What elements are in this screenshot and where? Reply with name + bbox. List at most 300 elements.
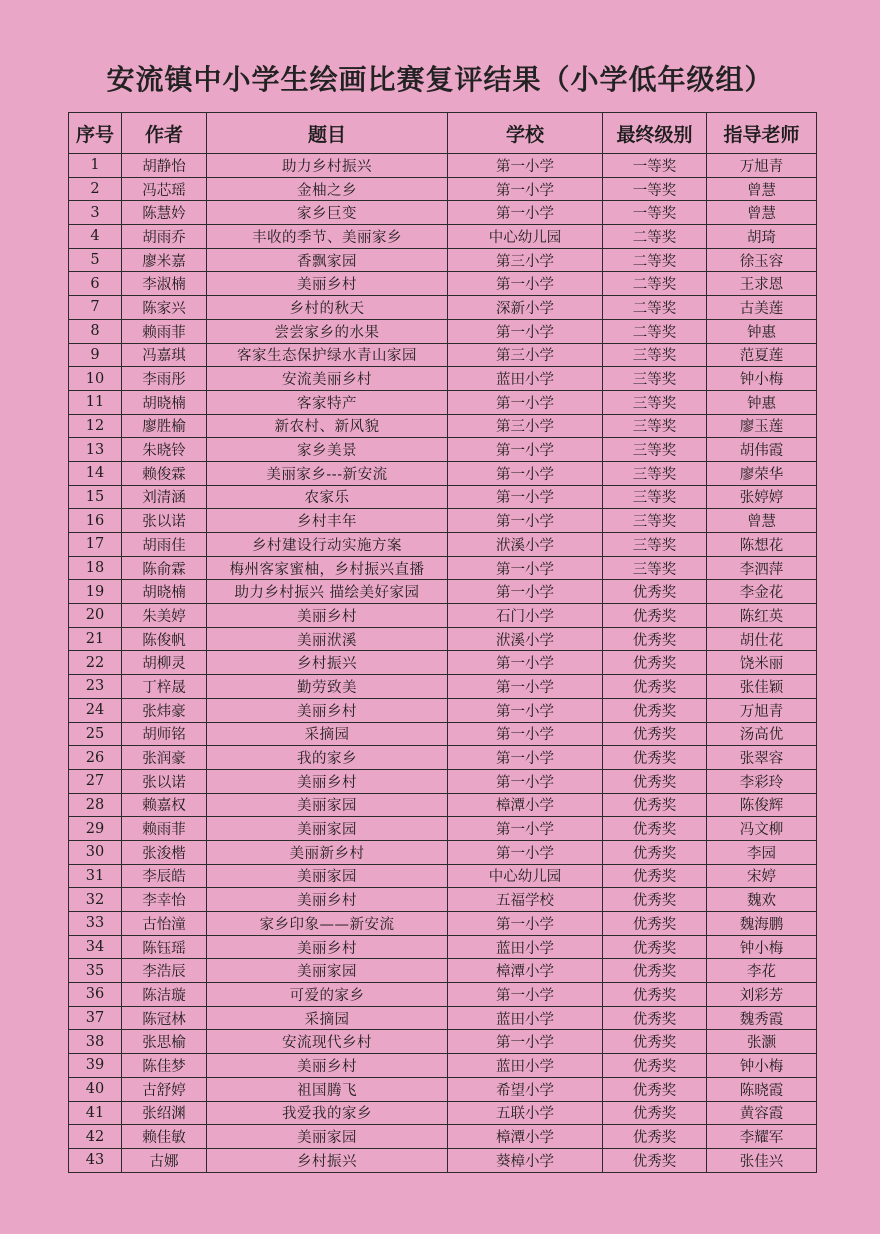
cell-teacher: 李彩玲 xyxy=(707,769,817,793)
cell-index: 25 xyxy=(69,722,122,746)
cell-index: 18 xyxy=(69,556,122,580)
cell-title: 农家乐 xyxy=(207,485,448,509)
cell-teacher: 张佳兴 xyxy=(707,1148,817,1172)
cell-author: 张思榆 xyxy=(122,1030,207,1054)
table-row xyxy=(69,1030,817,1054)
cell-title: 美丽家园 xyxy=(207,864,448,888)
cell-school: 五联小学 xyxy=(448,1101,603,1125)
cell-school: 第一小学 xyxy=(448,817,603,841)
cell-school: 第一小学 xyxy=(448,983,603,1007)
cell-author: 陈家兴 xyxy=(122,296,207,320)
cell-author: 李辰皓 xyxy=(122,864,207,888)
cell-title: 安流美丽乡村 xyxy=(207,367,448,391)
cell-school: 第一小学 xyxy=(448,651,603,675)
cell-school: 蓝田小学 xyxy=(448,367,603,391)
cell-author: 陈钰瑶 xyxy=(122,935,207,959)
cell-teacher: 陈红英 xyxy=(707,604,817,628)
cell-index: 43 xyxy=(69,1148,122,1172)
cell-index: 38 xyxy=(69,1030,122,1054)
cell-title: 乡村的秋天 xyxy=(207,296,448,320)
cell-author: 张润豪 xyxy=(122,746,207,770)
cell-award: 优秀奖 xyxy=(603,722,707,746)
table-row xyxy=(69,769,817,793)
cell-index: 14 xyxy=(69,461,122,485)
cell-school: 第三小学 xyxy=(448,414,603,438)
cell-award: 二等奖 xyxy=(603,296,707,320)
cell-index: 29 xyxy=(69,817,122,841)
table-row xyxy=(69,438,817,462)
cell-title: 美丽乡村 xyxy=(207,935,448,959)
cell-author: 张浚楷 xyxy=(122,840,207,864)
cell-award: 优秀奖 xyxy=(603,1148,707,1172)
cell-index: 39 xyxy=(69,1054,122,1078)
cell-index: 31 xyxy=(69,864,122,888)
cell-index: 10 xyxy=(69,367,122,391)
cell-school: 第一小学 xyxy=(448,154,603,178)
table-row xyxy=(69,722,817,746)
cell-award: 优秀奖 xyxy=(603,959,707,983)
cell-author: 赖佳敏 xyxy=(122,1125,207,1149)
cell-author: 陈佳梦 xyxy=(122,1054,207,1078)
cell-title: 丰收的季节、美丽家乡 xyxy=(207,225,448,249)
cell-school: 第一小学 xyxy=(448,769,603,793)
cell-author: 张炜豪 xyxy=(122,698,207,722)
cell-index: 36 xyxy=(69,983,122,1007)
cell-title: 可爱的家乡 xyxy=(207,983,448,1007)
cell-school: 五福学校 xyxy=(448,888,603,912)
cell-author: 赖雨菲 xyxy=(122,817,207,841)
cell-author: 朱晓铃 xyxy=(122,438,207,462)
cell-school: 樟潭小学 xyxy=(448,959,603,983)
cell-school: 第三小学 xyxy=(448,343,603,367)
cell-award: 三等奖 xyxy=(603,390,707,414)
cell-author: 廖胜榆 xyxy=(122,414,207,438)
cell-teacher: 汤高优 xyxy=(707,722,817,746)
cell-teacher: 冯文柳 xyxy=(707,817,817,841)
cell-teacher: 钟惠 xyxy=(707,319,817,343)
cell-index: 1 xyxy=(69,154,122,178)
document-title: 安流镇中小学生绘画比赛复评结果（小学低年级组） xyxy=(106,63,774,96)
cell-title: 采摘园 xyxy=(207,722,448,746)
cell-index: 24 xyxy=(69,698,122,722)
table-row xyxy=(69,177,817,201)
cell-author: 廖米嘉 xyxy=(122,248,207,272)
cell-teacher: 钟小梅 xyxy=(707,367,817,391)
cell-title: 祖国腾飞 xyxy=(207,1077,448,1101)
cell-teacher: 黄容霞 xyxy=(707,1101,817,1125)
cell-teacher: 魏欢 xyxy=(707,888,817,912)
table-row xyxy=(69,912,817,936)
cell-teacher: 曾慧 xyxy=(707,201,817,225)
cell-teacher: 徐玉容 xyxy=(707,248,817,272)
cell-school: 第一小学 xyxy=(448,746,603,770)
cell-title: 助力乡村振兴 描绘美好家园 xyxy=(207,580,448,604)
cell-title: 尝尝家乡的水果 xyxy=(207,319,448,343)
cell-title: 梅州客家蜜柚，乡村振兴直播 xyxy=(207,556,448,580)
table-row xyxy=(69,390,817,414)
cell-award: 一等奖 xyxy=(603,177,707,201)
cell-school: 第一小学 xyxy=(448,840,603,864)
cell-teacher: 张翠容 xyxy=(707,746,817,770)
cell-author: 胡晓楠 xyxy=(122,580,207,604)
table-row xyxy=(69,1006,817,1030)
cell-index: 5 xyxy=(69,248,122,272)
cell-teacher: 李耀军 xyxy=(707,1125,817,1149)
cell-award: 优秀奖 xyxy=(603,1006,707,1030)
cell-school: 第一小学 xyxy=(448,675,603,699)
cell-index: 32 xyxy=(69,888,122,912)
cell-author: 胡柳灵 xyxy=(122,651,207,675)
cell-index: 41 xyxy=(69,1101,122,1125)
cell-teacher: 陈想花 xyxy=(707,533,817,557)
cell-award: 二等奖 xyxy=(603,319,707,343)
cell-teacher: 万旭青 xyxy=(707,154,817,178)
cell-award: 优秀奖 xyxy=(603,746,707,770)
header-school: 学校 xyxy=(448,113,603,154)
cell-title: 家乡美景 xyxy=(207,438,448,462)
cell-author: 张绍渊 xyxy=(122,1101,207,1125)
cell-index: 7 xyxy=(69,296,122,320)
cell-author: 胡晓楠 xyxy=(122,390,207,414)
table-row xyxy=(69,201,817,225)
cell-teacher: 张佳颖 xyxy=(707,675,817,699)
cell-award: 优秀奖 xyxy=(603,769,707,793)
table-row xyxy=(69,698,817,722)
cell-award: 三等奖 xyxy=(603,414,707,438)
header-author: 作者 xyxy=(122,113,207,154)
cell-school: 石门小学 xyxy=(448,604,603,628)
cell-award: 三等奖 xyxy=(603,438,707,462)
cell-title: 乡村丰年 xyxy=(207,509,448,533)
cell-award: 一等奖 xyxy=(603,154,707,178)
table-row xyxy=(69,1125,817,1149)
cell-award: 优秀奖 xyxy=(603,912,707,936)
cell-award: 优秀奖 xyxy=(603,1101,707,1125)
cell-teacher: 王求恩 xyxy=(707,272,817,296)
cell-teacher: 李金花 xyxy=(707,580,817,604)
cell-school: 第一小学 xyxy=(448,438,603,462)
cell-award: 优秀奖 xyxy=(603,817,707,841)
cell-index: 19 xyxy=(69,580,122,604)
cell-school: 第一小学 xyxy=(448,912,603,936)
cell-title: 客家特产 xyxy=(207,390,448,414)
table-row xyxy=(69,627,817,651)
cell-school: 樟潭小学 xyxy=(448,793,603,817)
cell-index: 9 xyxy=(69,343,122,367)
cell-index: 3 xyxy=(69,201,122,225)
table-row xyxy=(69,509,817,533)
cell-author: 古舒婷 xyxy=(122,1077,207,1101)
cell-title: 安流现代乡村 xyxy=(207,1030,448,1054)
cell-teacher: 廖荣华 xyxy=(707,461,817,485)
cell-school: 蓝田小学 xyxy=(448,935,603,959)
header-title: 题目 xyxy=(207,113,448,154)
table-row xyxy=(69,485,817,509)
cell-award: 二等奖 xyxy=(603,272,707,296)
cell-title: 家乡巨变 xyxy=(207,201,448,225)
cell-teacher: 饶米丽 xyxy=(707,651,817,675)
table-row xyxy=(69,414,817,438)
cell-title: 美丽乡村 xyxy=(207,604,448,628)
cell-author: 陈慧妗 xyxy=(122,201,207,225)
cell-index: 11 xyxy=(69,390,122,414)
table-row xyxy=(69,272,817,296)
table-row xyxy=(69,651,817,675)
cell-author: 赖俊霖 xyxy=(122,461,207,485)
cell-author: 赖嘉权 xyxy=(122,793,207,817)
table-row xyxy=(69,840,817,864)
cell-award: 优秀奖 xyxy=(603,864,707,888)
cell-award: 优秀奖 xyxy=(603,651,707,675)
cell-award: 三等奖 xyxy=(603,485,707,509)
table-row xyxy=(69,864,817,888)
cell-teacher: 李泗萍 xyxy=(707,556,817,580)
cell-title: 美丽乡村 xyxy=(207,698,448,722)
cell-index: 4 xyxy=(69,225,122,249)
cell-author: 陈洁璇 xyxy=(122,983,207,1007)
cell-school: 中心幼儿园 xyxy=(448,225,603,249)
table-row xyxy=(69,1054,817,1078)
table-row xyxy=(69,154,817,178)
table-row xyxy=(69,248,817,272)
cell-index: 33 xyxy=(69,912,122,936)
cell-title: 美丽家园 xyxy=(207,1125,448,1149)
table-row xyxy=(69,675,817,699)
cell-author: 胡雨佳 xyxy=(122,533,207,557)
cell-school: 第一小学 xyxy=(448,722,603,746)
cell-award: 优秀奖 xyxy=(603,1077,707,1101)
cell-school: 洑溪小学 xyxy=(448,627,603,651)
cell-author: 胡雨乔 xyxy=(122,225,207,249)
table-row xyxy=(69,225,817,249)
cell-teacher: 廖玉莲 xyxy=(707,414,817,438)
cell-award: 三等奖 xyxy=(603,343,707,367)
cell-school: 希望小学 xyxy=(448,1077,603,1101)
cell-title: 新农村、新风貌 xyxy=(207,414,448,438)
cell-award: 三等奖 xyxy=(603,461,707,485)
cell-title: 勤劳致美 xyxy=(207,675,448,699)
cell-teacher: 胡琦 xyxy=(707,225,817,249)
cell-author: 刘清涵 xyxy=(122,485,207,509)
cell-author: 冯嘉琪 xyxy=(122,343,207,367)
cell-teacher: 张灏 xyxy=(707,1030,817,1054)
cell-title: 美丽洑溪 xyxy=(207,627,448,651)
table-row xyxy=(69,746,817,770)
cell-index: 17 xyxy=(69,533,122,557)
cell-index: 42 xyxy=(69,1125,122,1149)
cell-author: 赖雨菲 xyxy=(122,319,207,343)
cell-index: 30 xyxy=(69,840,122,864)
cell-award: 优秀奖 xyxy=(603,698,707,722)
cell-author: 李淑楠 xyxy=(122,272,207,296)
cell-index: 6 xyxy=(69,272,122,296)
cell-author: 李浩辰 xyxy=(122,959,207,983)
cell-teacher: 魏秀霞 xyxy=(707,1006,817,1030)
cell-title: 乡村建设行动实施方案 xyxy=(207,533,448,557)
cell-award: 优秀奖 xyxy=(603,1125,707,1149)
header-teacher: 指导老师 xyxy=(707,113,817,154)
cell-school: 第一小学 xyxy=(448,556,603,580)
cell-index: 27 xyxy=(69,769,122,793)
cell-school: 第一小学 xyxy=(448,698,603,722)
cell-title: 美丽家乡---新安流 xyxy=(207,461,448,485)
cell-index: 15 xyxy=(69,485,122,509)
header-award: 最终级别 xyxy=(603,113,707,154)
cell-award: 优秀奖 xyxy=(603,580,707,604)
cell-index: 16 xyxy=(69,509,122,533)
header-index: 序号 xyxy=(69,113,122,154)
cell-index: 35 xyxy=(69,959,122,983)
cell-author: 李雨彤 xyxy=(122,367,207,391)
cell-title: 美丽乡村 xyxy=(207,1054,448,1078)
cell-award: 三等奖 xyxy=(603,367,707,391)
cell-title: 美丽家园 xyxy=(207,959,448,983)
cell-index: 40 xyxy=(69,1077,122,1101)
cell-award: 优秀奖 xyxy=(603,935,707,959)
cell-title: 乡村振兴 xyxy=(207,1148,448,1172)
cell-award: 优秀奖 xyxy=(603,888,707,912)
cell-school: 洑溪小学 xyxy=(448,533,603,557)
cell-school: 蓝田小学 xyxy=(448,1006,603,1030)
cell-school: 第一小学 xyxy=(448,319,603,343)
cell-index: 2 xyxy=(69,177,122,201)
table-row xyxy=(69,533,817,557)
cell-teacher: 李园 xyxy=(707,840,817,864)
cell-teacher: 胡伟霞 xyxy=(707,438,817,462)
cell-title: 美丽乡村 xyxy=(207,769,448,793)
cell-title: 金柚之乡 xyxy=(207,177,448,201)
cell-index: 13 xyxy=(69,438,122,462)
cell-school: 第一小学 xyxy=(448,201,603,225)
cell-teacher: 李花 xyxy=(707,959,817,983)
cell-teacher: 胡仕花 xyxy=(707,627,817,651)
cell-author: 胡师铭 xyxy=(122,722,207,746)
cell-teacher: 张婷婷 xyxy=(707,485,817,509)
cell-title: 采摘园 xyxy=(207,1006,448,1030)
cell-teacher: 陈晓霞 xyxy=(707,1077,817,1101)
cell-school: 中心幼儿园 xyxy=(448,864,603,888)
cell-teacher: 魏海鹏 xyxy=(707,912,817,936)
cell-author: 古怡潼 xyxy=(122,912,207,936)
cell-index: 28 xyxy=(69,793,122,817)
cell-author: 胡静怡 xyxy=(122,154,207,178)
table-row xyxy=(69,296,817,320)
cell-award: 二等奖 xyxy=(603,248,707,272)
cell-award: 三等奖 xyxy=(603,533,707,557)
cell-author: 丁梓晟 xyxy=(122,675,207,699)
cell-award: 优秀奖 xyxy=(603,1030,707,1054)
cell-award: 优秀奖 xyxy=(603,983,707,1007)
cell-teacher: 钟惠 xyxy=(707,390,817,414)
cell-school: 第一小学 xyxy=(448,272,603,296)
cell-teacher: 陈俊辉 xyxy=(707,793,817,817)
cell-title: 美丽新乡村 xyxy=(207,840,448,864)
table-row xyxy=(69,888,817,912)
table-row xyxy=(69,1148,817,1172)
cell-school: 第一小学 xyxy=(448,485,603,509)
cell-school: 蓝田小学 xyxy=(448,1054,603,1078)
table-row xyxy=(69,793,817,817)
cell-index: 26 xyxy=(69,746,122,770)
table-row xyxy=(69,1101,817,1125)
cell-author: 张以诺 xyxy=(122,769,207,793)
cell-index: 20 xyxy=(69,604,122,628)
cell-award: 三等奖 xyxy=(603,509,707,533)
cell-title: 香飘家园 xyxy=(207,248,448,272)
cell-school: 深新小学 xyxy=(448,296,603,320)
cell-award: 优秀奖 xyxy=(603,604,707,628)
table-row xyxy=(69,935,817,959)
cell-award: 优秀奖 xyxy=(603,627,707,651)
cell-award: 优秀奖 xyxy=(603,840,707,864)
cell-title: 助力乡村振兴 xyxy=(207,154,448,178)
cell-index: 21 xyxy=(69,627,122,651)
cell-author: 古娜 xyxy=(122,1148,207,1172)
cell-title: 我的家乡 xyxy=(207,746,448,770)
cell-teacher: 宋婷 xyxy=(707,864,817,888)
table-row xyxy=(69,604,817,628)
cell-title: 家乡印象——新安流 xyxy=(207,912,448,936)
cell-teacher: 古美莲 xyxy=(707,296,817,320)
cell-award: 一等奖 xyxy=(603,201,707,225)
cell-title: 美丽乡村 xyxy=(207,272,448,296)
cell-award: 优秀奖 xyxy=(603,1054,707,1078)
cell-title: 乡村振兴 xyxy=(207,651,448,675)
table-row xyxy=(69,817,817,841)
cell-index: 8 xyxy=(69,319,122,343)
cell-school: 樟潭小学 xyxy=(448,1125,603,1149)
cell-teacher: 范夏莲 xyxy=(707,343,817,367)
cell-school: 第三小学 xyxy=(448,248,603,272)
table-row xyxy=(69,983,817,1007)
cell-title: 美丽家园 xyxy=(207,793,448,817)
cell-author: 朱美婷 xyxy=(122,604,207,628)
cell-title: 客家生态保护绿水青山家园 xyxy=(207,343,448,367)
cell-award: 三等奖 xyxy=(603,556,707,580)
cell-author: 李幸怡 xyxy=(122,888,207,912)
cell-award: 二等奖 xyxy=(603,225,707,249)
table-row xyxy=(69,319,817,343)
cell-school: 第一小学 xyxy=(448,509,603,533)
results-table xyxy=(68,112,817,1173)
cell-index: 37 xyxy=(69,1006,122,1030)
cell-index: 12 xyxy=(69,414,122,438)
table-row xyxy=(69,1077,817,1101)
cell-teacher: 刘彩芳 xyxy=(707,983,817,1007)
cell-title: 美丽家园 xyxy=(207,817,448,841)
cell-title: 我爱我的家乡 xyxy=(207,1101,448,1125)
cell-index: 23 xyxy=(69,675,122,699)
cell-author: 陈俞霖 xyxy=(122,556,207,580)
cell-school: 第一小学 xyxy=(448,1030,603,1054)
cell-teacher: 钟小梅 xyxy=(707,935,817,959)
cell-school: 葵樟小学 xyxy=(448,1148,603,1172)
cell-school: 第一小学 xyxy=(448,461,603,485)
table-row xyxy=(69,343,817,367)
cell-author: 陈俊帆 xyxy=(122,627,207,651)
table-row xyxy=(69,367,817,391)
header-row xyxy=(69,113,817,154)
cell-school: 第一小学 xyxy=(448,177,603,201)
cell-award: 优秀奖 xyxy=(603,793,707,817)
cell-teacher: 万旭青 xyxy=(707,698,817,722)
table-row xyxy=(69,461,817,485)
cell-award: 优秀奖 xyxy=(603,675,707,699)
table-row xyxy=(69,556,817,580)
cell-index: 34 xyxy=(69,935,122,959)
table-row xyxy=(69,580,817,604)
cell-teacher: 钟小梅 xyxy=(707,1054,817,1078)
